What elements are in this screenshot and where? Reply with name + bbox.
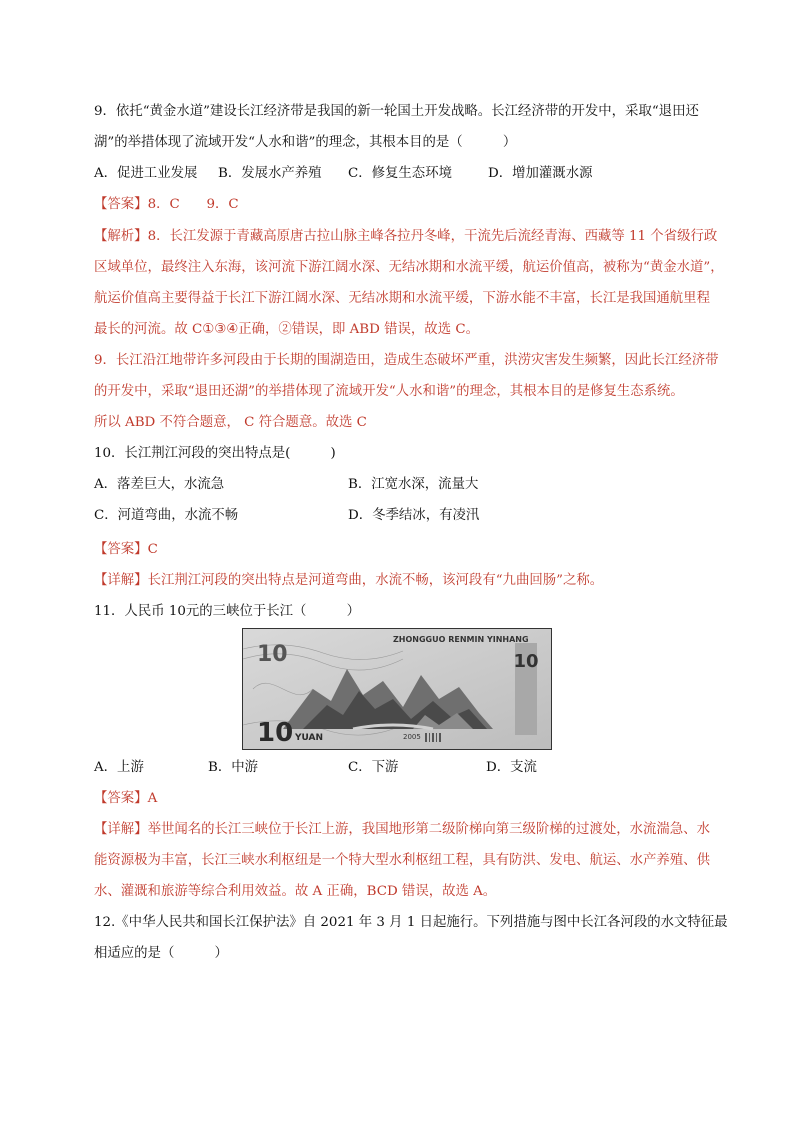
answer-8-9 <box>94 189 720 220</box>
q12-line2: 相适应的是（ ） <box>94 946 228 961</box>
analysis-line3: 航运价值高主要得益于长江下游江阔水深、无结冰期和水流平缓，下游水能不丰富，长江是我国通航里程 <box>94 291 710 306</box>
answer-label: 【答案】 <box>94 197 148 212</box>
q9-option-b: B．发展水产养殖 <box>218 166 322 181</box>
detail-11 <box>94 814 720 907</box>
q11-option-a: A．上游 <box>94 760 144 775</box>
banknote-illustration <box>243 629 551 749</box>
detail-11-line3: 水、灌溉和旅游等综合利用效益。故 A 正确，BCD 错误，故选 A。 <box>94 884 497 899</box>
analysis-line4: 最长的河流。故 C①③④正确，②错误，即 ABD 错误，故选 C。 <box>94 322 479 337</box>
q11-options <box>94 752 720 783</box>
detail-11-label: 【详解】 <box>94 822 148 837</box>
answer-10-label: 【答案】 <box>94 542 148 557</box>
detail-10-label: 【详解】 <box>94 573 148 588</box>
q9-stem-line1: 9．依托“黄金水道”建设长江经济带是我国的新一轮国土开发战略。长江经济带的开发中，采取“退田还 <box>94 104 699 119</box>
q10-stem: 10．长江荆江河段的突出特点是( ) <box>94 446 336 461</box>
detail-10 <box>94 565 720 596</box>
banknote-denomination-bottom: 10 <box>257 718 294 748</box>
q10-options-row1 <box>94 469 720 500</box>
q11-option-b: B．中游 <box>208 760 259 775</box>
q11-options-block <box>94 752 720 783</box>
q10-option-c: C．河道弯曲，水流不畅 <box>94 508 239 523</box>
analysis-line7: 所以 ABD 不符合题意， C 符合题意。故选 C <box>94 415 367 430</box>
banknote-image <box>242 628 552 750</box>
answer-11-label: 【答案】 <box>94 791 148 806</box>
analysis-line5: 9．长江沿江地带许多河段由于长期的围湖造田，造成生态破坏严重，洪涝灾害发生频繁，因此长江经济带 <box>94 353 719 368</box>
answer-10-text: C <box>147 542 158 557</box>
banknote-denomination-top: 10 <box>257 642 288 667</box>
q11-option-c: C．下游 <box>348 760 399 775</box>
question-11 <box>94 596 720 627</box>
q10-options-row2 <box>94 500 720 531</box>
q9-stem-line2: 湖”的举措体现了流域开发“人水和谐”的理念，其根本目的是（ ） <box>94 135 517 150</box>
analysis-8-9 <box>94 221 724 438</box>
analysis-label: 【解析】 <box>94 229 148 244</box>
q9-options <box>94 158 720 189</box>
answer-10 <box>94 534 720 565</box>
q10-option-a: A．落差巨大，水流急 <box>94 477 225 492</box>
answer-text: 8．C 9．C <box>147 197 239 212</box>
q9-option-a: A．促进工业发展 <box>94 166 198 181</box>
q10-option-d: D．冬季结冰，有凌汛 <box>348 508 480 523</box>
analysis-line1: 8．长江发源于青藏高原唐古拉山脉主峰各拉丹冬峰，干流先后流经青海、西藏等 11 个省级行政 <box>147 229 718 244</box>
q9-option-d: D．增加灌溉水源 <box>488 166 593 181</box>
detail-11-line1: 举世闻名的长江三峡位于长江上游，我国地形第二级阶梯向第三级阶梯的过渡处，水流湍急、水 <box>147 822 710 837</box>
banknote-denomination-right: 10 <box>513 651 539 672</box>
analysis-line6: 的开发中，采取“退田还湖”的举措体现了流域开发“人水和谐”的理念，其根本目的是修复生态系统。 <box>94 384 684 399</box>
question-12 <box>94 907 728 969</box>
question-10 <box>94 438 720 531</box>
detail-10-text: 长江荆江河段的突出特点是河道弯曲，水流不畅，该河段有“九曲回肠”之称。 <box>147 573 604 588</box>
banknote-year: 2005 <box>403 733 421 741</box>
analysis-line2: 区域单位，最终注入东海，该河流下游江阔水深、无结冰期和水流平缓，航运价值高，被称为“黄金水道”， <box>94 260 724 275</box>
q12-line1: 12.《中华人民共和国长江保护法》自 2021 年 3 月 1 日起施行。下列措施与图中长江各河段的水文特征最 <box>94 915 728 930</box>
answer-11 <box>94 783 720 814</box>
q11-stem: 11．人民币 10元的三峡位于长江（ ） <box>94 604 360 619</box>
q11-option-d: D．支流 <box>486 760 537 775</box>
q9-option-c: C．修复生态环境 <box>348 166 452 181</box>
banknote-header: ZHONGGUO RENMIN YINHANG <box>393 635 529 644</box>
question-9 <box>94 96 720 189</box>
q10-option-b: B．江宽水深，流量大 <box>348 477 479 492</box>
answer-11-text: A <box>147 791 158 806</box>
banknote-currency: YUAN <box>295 733 324 743</box>
detail-11-line2: 能资源极为丰富，长江三峡水利枢纽是一个特大型水利枢纽工程，具有防洪、发电、航运、水产养殖、供 <box>94 853 710 868</box>
